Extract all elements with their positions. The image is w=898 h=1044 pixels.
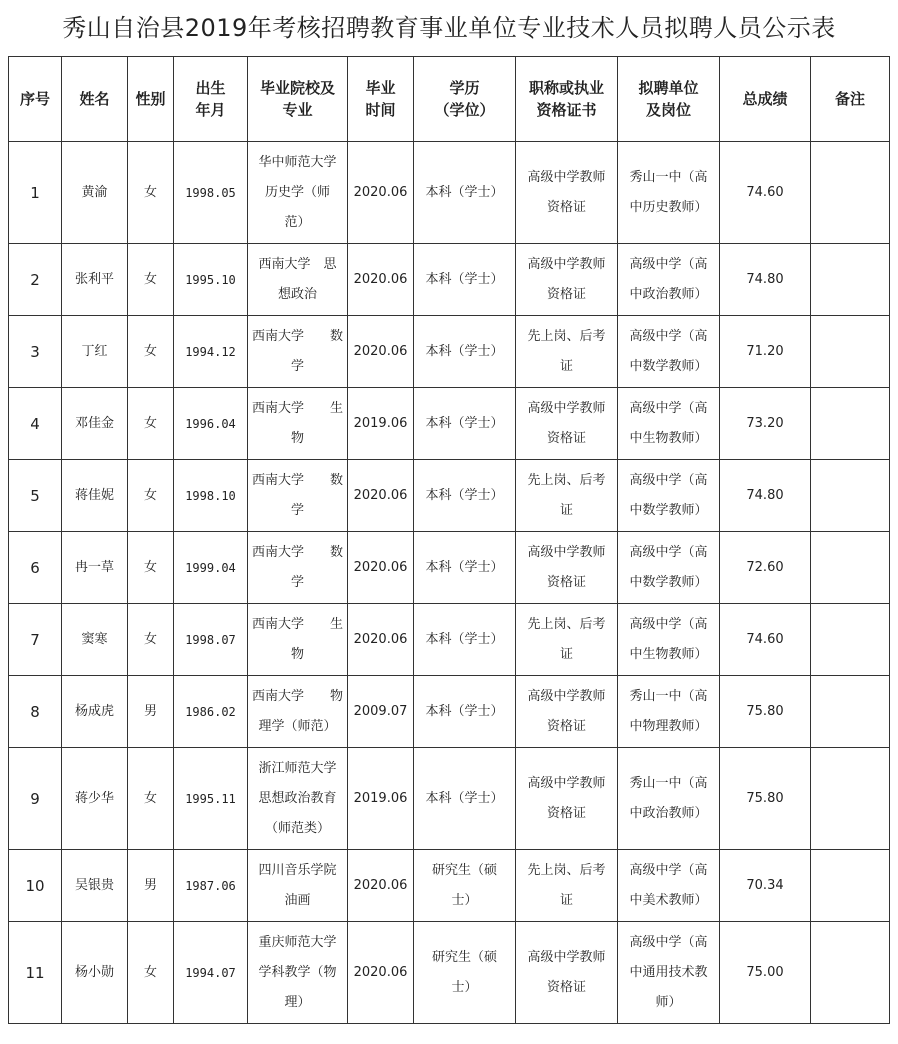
cell-edu-text: 本科（学士）	[425, 415, 504, 431]
cell-school-text: 西南大学 数	[252, 544, 344, 560]
table-row	[9, 388, 890, 460]
cell-gender-text: 女	[143, 415, 157, 431]
cell-school-text: 想政治	[277, 286, 317, 302]
header-gender: 性别	[128, 57, 174, 142]
cell-score-text: 74.80	[746, 271, 784, 287]
cell-score-text: 75.80	[746, 790, 784, 806]
table-row	[9, 316, 890, 388]
table-row	[9, 604, 890, 676]
cell-gender	[128, 316, 174, 388]
cell-gender	[128, 850, 174, 922]
table-row	[9, 922, 890, 1024]
cell-grad	[348, 142, 414, 244]
cell-note	[811, 316, 890, 388]
cell-cert-text: 高级中学教师	[527, 400, 606, 416]
cell-edu-text: 本科（学士）	[425, 703, 504, 719]
cell-grad-text: 2020.06	[353, 271, 408, 287]
cell-grad-text: 2019.06	[353, 415, 408, 431]
cell-gender	[128, 142, 174, 244]
cell-school-text: 西南大学 生	[252, 616, 344, 632]
cell-note	[811, 850, 890, 922]
cell-school-text: 西南大学 思	[258, 256, 337, 272]
cell-birth-text: 1996.04	[185, 416, 236, 431]
cell-name	[62, 676, 128, 748]
cell-score	[720, 676, 811, 748]
cell-no-text: 7	[30, 630, 40, 649]
cell-post-text: 高级中学（高	[629, 472, 708, 488]
cell-no-text: 11	[25, 963, 45, 982]
cell-school-text: 物	[290, 430, 304, 446]
cell-score-text: 75.80	[746, 703, 784, 719]
cell-gender	[128, 922, 174, 1024]
cell-cert-text: 高级中学教师	[527, 544, 606, 560]
cell-post-text: 高级中学（高	[629, 862, 708, 878]
cell-birth	[174, 748, 248, 850]
header-score: 总成绩	[720, 57, 811, 142]
cell-no-text: 1	[30, 183, 40, 202]
table-row	[9, 676, 890, 748]
cell-no	[9, 244, 62, 316]
cell-gender-text: 男	[143, 703, 157, 719]
cell-edu-text: 本科（学士）	[425, 271, 504, 287]
cell-grad	[348, 388, 414, 460]
cell-school-text: 西南大学 物	[252, 688, 344, 704]
cell-post-text: 中政治教师）	[629, 805, 708, 821]
header-cert: 职称或执业 资格证书	[516, 57, 618, 142]
cell-name	[62, 748, 128, 850]
cell-score	[720, 142, 811, 244]
cell-grad	[348, 316, 414, 388]
cell-no-text: 3	[30, 342, 40, 361]
cell-edu-text: 研究生（硕	[431, 862, 497, 878]
cell-score	[720, 316, 811, 388]
cell-post	[618, 388, 720, 460]
cell-cert-text: 资格证	[546, 430, 586, 446]
cell-grad	[348, 244, 414, 316]
cell-cert	[516, 676, 618, 748]
cell-cert	[516, 316, 618, 388]
cell-name-text: 冉一草	[74, 559, 114, 575]
cell-name-text: 窦寒	[81, 631, 108, 647]
cell-cert-text: 先上岗、后考	[527, 616, 606, 632]
cell-post	[618, 460, 720, 532]
header-note: 备注	[811, 57, 890, 142]
cell-edu	[414, 676, 516, 748]
cell-no-text: 9	[30, 789, 40, 808]
cell-gender	[128, 388, 174, 460]
cell-school-text: 物	[290, 646, 304, 662]
header-no: 序号	[9, 57, 62, 142]
cell-no-text: 8	[30, 702, 40, 721]
cell-edu	[414, 748, 516, 850]
cell-cert	[516, 532, 618, 604]
cell-cert-text: 资格证	[546, 574, 586, 590]
cell-no-text: 6	[30, 558, 40, 577]
cell-post-text: 高级中学（高	[629, 616, 708, 632]
cell-grad	[348, 460, 414, 532]
cell-school	[248, 316, 348, 388]
cell-edu-text: 本科（学士）	[425, 184, 504, 200]
cell-post-text: 师）	[655, 994, 682, 1010]
header-school: 毕业院校及 专业	[248, 57, 348, 142]
cell-no	[9, 142, 62, 244]
cell-post	[618, 748, 720, 850]
cell-cert	[516, 922, 618, 1024]
cell-post-text: 高级中学（高	[629, 256, 708, 272]
header-post: 拟聘单位 及岗位	[618, 57, 720, 142]
cell-gender-text: 女	[143, 964, 157, 980]
cell-post	[618, 922, 720, 1024]
cell-school-text: 理）	[284, 994, 311, 1010]
cell-edu-text: 本科（学士）	[425, 790, 504, 806]
cell-cert-text: 证	[559, 646, 573, 662]
cell-note	[811, 244, 890, 316]
cell-note	[811, 604, 890, 676]
cell-school	[248, 142, 348, 244]
cell-birth	[174, 142, 248, 244]
cell-post-text: 秀山一中（高	[629, 169, 708, 185]
cell-cert-text: 资格证	[546, 199, 586, 215]
cell-gender	[128, 532, 174, 604]
cell-score-text: 71.20	[746, 343, 784, 359]
cell-school-text: 重庆师范大学	[258, 934, 337, 950]
cell-name-text: 蒋少华	[74, 790, 114, 806]
cell-post	[618, 532, 720, 604]
cell-school-text: 思想政治教育	[258, 790, 337, 806]
table-row	[9, 142, 890, 244]
cell-post	[618, 850, 720, 922]
table-header-row	[9, 57, 890, 142]
cell-no	[9, 676, 62, 748]
cell-post	[618, 676, 720, 748]
cell-post	[618, 244, 720, 316]
cell-birth-text: 1998.07	[185, 632, 236, 647]
cell-birth	[174, 850, 248, 922]
cell-score	[720, 922, 811, 1024]
cell-score	[720, 604, 811, 676]
cell-note	[811, 532, 890, 604]
cell-gender-text: 女	[143, 343, 157, 359]
header-grad: 毕业 时间	[348, 57, 414, 142]
cell-birth	[174, 676, 248, 748]
cell-name-text: 张利平	[74, 271, 114, 287]
cell-name-text: 杨小勋	[74, 964, 114, 980]
cell-school	[248, 388, 348, 460]
cell-post-text: 高级中学（高	[629, 934, 708, 950]
cell-cert-text: 先上岗、后考	[527, 328, 606, 344]
cell-post-text: 中数学教师）	[629, 358, 708, 374]
cell-no-text: 10	[25, 876, 45, 895]
cell-cert-text: 高级中学教师	[527, 949, 606, 965]
cell-gender-text: 女	[143, 184, 157, 200]
cell-birth-text: 1994.07	[185, 965, 236, 980]
cell-school-text: 理学（师范）	[258, 718, 337, 734]
cell-note	[811, 388, 890, 460]
cell-birth	[174, 532, 248, 604]
cell-birth	[174, 604, 248, 676]
cell-name	[62, 142, 128, 244]
cell-post	[618, 142, 720, 244]
cell-post-text: 中物理教师）	[629, 718, 708, 734]
cell-school-text: 西南大学 数	[252, 472, 344, 488]
cell-edu	[414, 850, 516, 922]
cell-school	[248, 532, 348, 604]
cell-cert	[516, 748, 618, 850]
cell-name	[62, 316, 128, 388]
header-birth: 出生 年月	[174, 57, 248, 142]
cell-name-text: 邓佳金	[74, 415, 114, 431]
cell-score	[720, 388, 811, 460]
cell-score	[720, 244, 811, 316]
cell-gender	[128, 748, 174, 850]
cell-no	[9, 532, 62, 604]
cell-post-text: 中通用技术教	[629, 964, 708, 980]
cell-no	[9, 388, 62, 460]
cell-score-text: 74.60	[746, 631, 784, 647]
cell-note	[811, 676, 890, 748]
cell-birth	[174, 244, 248, 316]
cell-name-text: 丁红	[81, 343, 108, 359]
cell-edu	[414, 460, 516, 532]
cell-name	[62, 460, 128, 532]
cell-no-text: 4	[30, 414, 40, 433]
cell-birth-text: 1994.12	[185, 344, 236, 359]
table-row	[9, 244, 890, 316]
cell-edu-text: 本科（学士）	[425, 559, 504, 575]
cell-gender	[128, 460, 174, 532]
cell-birth	[174, 316, 248, 388]
cell-school-text: 四川音乐学院	[258, 862, 337, 878]
cell-birth	[174, 388, 248, 460]
cell-school-text: 学科教学（物	[258, 964, 337, 980]
cell-cert-text: 高级中学教师	[527, 775, 606, 791]
cell-edu	[414, 388, 516, 460]
cell-edu-text: 研究生（硕	[431, 949, 497, 965]
cell-gender	[128, 604, 174, 676]
cell-school	[248, 604, 348, 676]
cell-birth-text: 1998.10	[185, 488, 236, 503]
cell-grad	[348, 604, 414, 676]
cell-grad-text: 2020.06	[353, 343, 408, 359]
cell-grad	[348, 850, 414, 922]
cell-name-text: 黄渝	[81, 184, 108, 200]
cell-birth-text: 1987.06	[185, 878, 236, 893]
cell-grad-text: 2009.07	[353, 703, 408, 719]
cell-name	[62, 922, 128, 1024]
cell-name	[62, 244, 128, 316]
cell-post-text: 中数学教师）	[629, 574, 708, 590]
cell-grad	[348, 676, 414, 748]
cell-edu-text: 本科（学士）	[425, 343, 504, 359]
cell-school-text: 浙江师范大学	[258, 760, 337, 776]
cell-edu	[414, 532, 516, 604]
cell-score-text: 74.80	[746, 487, 784, 503]
cell-school-text: （师范类）	[264, 820, 330, 836]
cell-name-text: 杨成虎	[74, 703, 114, 719]
cell-score	[720, 748, 811, 850]
cell-cert-text: 资格证	[546, 718, 586, 734]
cell-post	[618, 604, 720, 676]
cell-post	[618, 316, 720, 388]
table-row	[9, 532, 890, 604]
cell-birth-text: 1986.02	[185, 704, 236, 719]
cell-gender-text: 女	[143, 631, 157, 647]
cell-edu	[414, 922, 516, 1024]
cell-post-text: 秀山一中（高	[629, 775, 708, 791]
cell-no	[9, 604, 62, 676]
cell-edu	[414, 604, 516, 676]
cell-gender-text: 男	[143, 877, 157, 893]
table-row	[9, 850, 890, 922]
cell-note	[811, 142, 890, 244]
cell-edu-text: 本科（学士）	[425, 487, 504, 503]
cell-grad-text: 2020.06	[353, 487, 408, 503]
cell-cert-text: 先上岗、后考	[527, 472, 606, 488]
cell-post-text: 中数学教师）	[629, 502, 708, 518]
cell-grad-text: 2020.06	[353, 184, 408, 200]
cell-name-text: 蒋佳妮	[74, 487, 114, 503]
cell-gender-text: 女	[143, 487, 157, 503]
cell-no	[9, 850, 62, 922]
cell-cert-text: 资格证	[546, 979, 586, 995]
cell-post-text: 高级中学（高	[629, 544, 708, 560]
cell-grad-text: 2020.06	[353, 877, 408, 893]
cell-birth-text: 1995.11	[185, 791, 236, 806]
cell-post-text: 中生物教师）	[629, 646, 708, 662]
cell-post-text: 中历史教师）	[629, 199, 708, 215]
cell-cert	[516, 850, 618, 922]
cell-birth-text: 1999.04	[185, 560, 236, 575]
cell-edu-text: 本科（学士）	[425, 631, 504, 647]
cell-school-text: 华中师范大学	[258, 154, 337, 170]
cell-post-text: 中美术教师）	[629, 892, 708, 908]
cell-gender	[128, 244, 174, 316]
cell-name-text: 吴银贵	[74, 877, 114, 893]
cell-score-text: 70.34	[746, 877, 784, 893]
candidates-table	[8, 56, 890, 1024]
cell-birth-text: 1998.05	[185, 185, 236, 200]
cell-no	[9, 460, 62, 532]
header-name: 姓名	[62, 57, 128, 142]
cell-school-text: 历史学（师	[264, 184, 330, 200]
cell-score-text: 73.20	[746, 415, 784, 431]
cell-school	[248, 676, 348, 748]
cell-note	[811, 922, 890, 1024]
cell-birth-text: 1995.10	[185, 272, 236, 287]
cell-no-text: 5	[30, 486, 40, 505]
cell-school-text: 西南大学 生	[252, 400, 344, 416]
cell-school-text: 范）	[284, 214, 311, 230]
cell-post-text: 高级中学（高	[629, 328, 708, 344]
cell-cert-text: 资格证	[546, 805, 586, 821]
cell-cert	[516, 142, 618, 244]
cell-cert-text: 高级中学教师	[527, 256, 606, 272]
cell-birth	[174, 922, 248, 1024]
cell-edu	[414, 244, 516, 316]
cell-post-text: 秀山一中（高	[629, 688, 708, 704]
cell-edu	[414, 316, 516, 388]
cell-cert-text: 证	[559, 502, 573, 518]
cell-no	[9, 748, 62, 850]
cell-grad	[348, 532, 414, 604]
cell-cert-text: 先上岗、后考	[527, 862, 606, 878]
cell-post-text: 高级中学（高	[629, 400, 708, 416]
cell-cert-text: 高级中学教师	[527, 688, 606, 704]
cell-school	[248, 460, 348, 532]
page-title: 秀山自治县2019年考核招聘教育事业单位专业技术人员拟聘人员公示表	[62, 14, 836, 42]
cell-cert	[516, 388, 618, 460]
cell-cert-text: 高级中学教师	[527, 169, 606, 185]
cell-cert-text: 证	[559, 358, 573, 374]
cell-cert	[516, 244, 618, 316]
cell-edu-text: 士）	[451, 979, 478, 995]
cell-no	[9, 316, 62, 388]
cell-gender-text: 女	[143, 790, 157, 806]
table-row	[9, 748, 890, 850]
cell-cert	[516, 460, 618, 532]
cell-grad	[348, 922, 414, 1024]
cell-gender-text: 女	[143, 271, 157, 287]
cell-score	[720, 532, 811, 604]
cell-post-text: 中生物教师）	[629, 430, 708, 446]
cell-cert-text: 证	[559, 892, 573, 908]
cell-school-text: 学	[290, 502, 304, 518]
cell-score	[720, 850, 811, 922]
cell-gender	[128, 676, 174, 748]
cell-name	[62, 604, 128, 676]
cell-grad-text: 2020.06	[353, 631, 408, 647]
cell-cert	[516, 604, 618, 676]
cell-grad-text: 2019.06	[353, 790, 408, 806]
cell-post-text: 中政治教师）	[629, 286, 708, 302]
cell-school	[248, 922, 348, 1024]
cell-name	[62, 850, 128, 922]
cell-birth	[174, 460, 248, 532]
cell-school-text: 学	[290, 358, 304, 374]
cell-school	[248, 244, 348, 316]
header-edu: 学历 （学位）	[414, 57, 516, 142]
cell-note	[811, 748, 890, 850]
cell-school-text: 学	[290, 574, 304, 590]
cell-score-text: 75.00	[746, 964, 784, 980]
cell-note	[811, 460, 890, 532]
cell-grad-text: 2020.06	[353, 964, 408, 980]
cell-school	[248, 748, 348, 850]
cell-name	[62, 532, 128, 604]
cell-school	[248, 850, 348, 922]
cell-school-text: 油画	[284, 892, 311, 908]
cell-gender-text: 女	[143, 559, 157, 575]
cell-name	[62, 388, 128, 460]
table-row	[9, 460, 890, 532]
cell-score-text: 72.60	[746, 559, 784, 575]
cell-school-text: 西南大学 数	[252, 328, 344, 344]
cell-cert-text: 资格证	[546, 286, 586, 302]
cell-no	[9, 922, 62, 1024]
cell-score	[720, 460, 811, 532]
cell-edu-text: 士）	[451, 892, 478, 908]
cell-score-text: 74.60	[746, 184, 784, 200]
cell-grad	[348, 748, 414, 850]
cell-no-text: 2	[30, 270, 40, 289]
cell-edu	[414, 142, 516, 244]
cell-grad-text: 2020.06	[353, 559, 408, 575]
